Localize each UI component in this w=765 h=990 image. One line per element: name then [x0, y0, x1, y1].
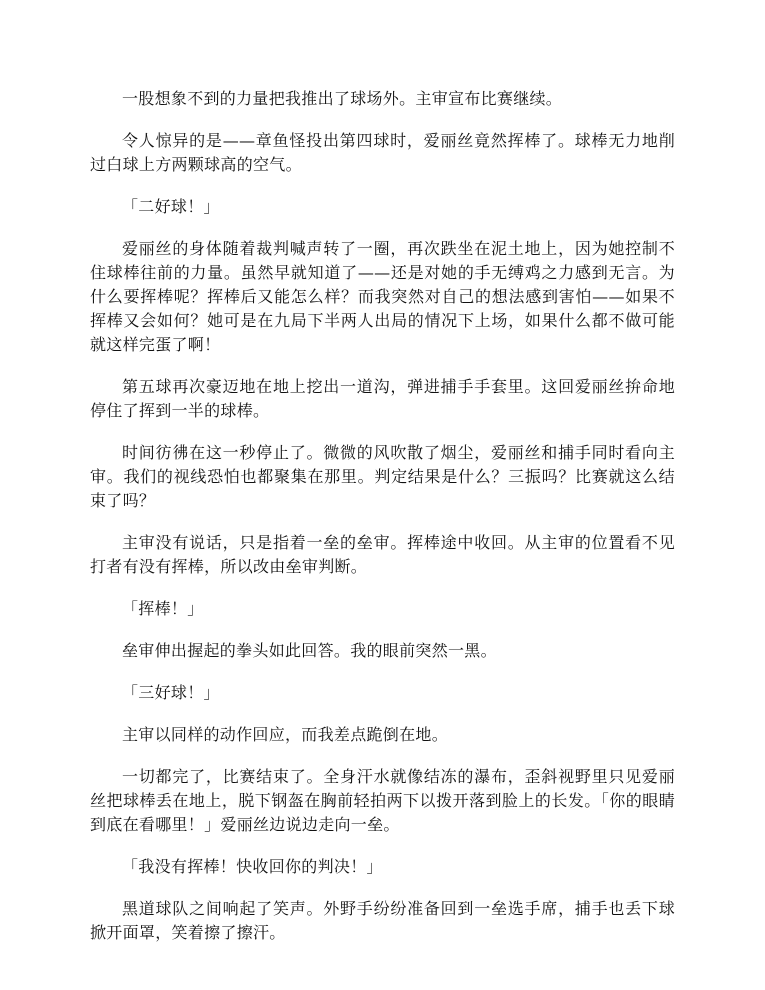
dialogue-line: 「三好球！」	[122, 683, 220, 702]
dialogue-line: 「二好球！」	[122, 197, 220, 216]
paragraph: 垒审伸出握起的拳头如此回答。我的眼前突然一黑。	[122, 641, 497, 660]
dialogue-line: 「我没有挥棒！快收回你的判决！」	[122, 857, 383, 876]
paragraph: 第五球再次豪迈地在地上挖出一道沟，弹进捕手手套里。这回爱丽丝拚命地停住了挥到一半的球棒。	[90, 377, 675, 420]
paragraph: 主审没有说话，只是指着一垒的垒审。挥棒途中收回。从主审的位置看不见打者有没有挥棒，所以改由垒审判断。	[90, 533, 675, 576]
paragraph: 爱丽丝的身体随着裁判喊声转了一圈，再次跌坐在泥土地上，因为她控制不住球棒往前的力量。虽然早就知道了——还是对她的手无缚鸡之力感到无言。为什么要挥棒呢？挥棒后又能怎么样？而我突然对自己的想法感到害怕——如果不挥棒又会如何？她可是在九局下半两人出局的情况下上场，如果什么都不做可能就这样完蛋了啊！	[90, 239, 675, 354]
dialogue-line: 「挥棒！」	[122, 599, 204, 618]
page-body	[90, 87, 675, 963]
paragraph: 一股想象不到的力量把我推出了球场外。主审宣布比赛继续。	[122, 89, 563, 108]
paragraph: 时间彷彿在这一秒停止了。微微的风吹散了烟尘，爱丽丝和捕手同时看向主审。我们的视线恐怕也都聚集在那里。判定结果是什么？三振吗？比赛就这么结束了吗？	[90, 443, 675, 510]
paragraph: 令人惊异的是——章鱼怪投出第四球时，爱丽丝竟然挥棒了。球棒无力地削过白球上方两颗球高的空气。	[90, 131, 675, 174]
paragraph: 主审以同样的动作回应，而我差点跪倒在地。	[122, 725, 449, 744]
paragraph: 一切都完了，比赛结束了。全身汗水就像结冻的瀑布，歪斜视野里只见爱丽丝把球棒丢在地上，脱下钢盔在胸前轻拍两下以拨开落到脸上的长发。「你的眼睛到底在看哪里！」爱丽丝边说边走向一垒。	[90, 767, 675, 834]
paragraph: 黑道球队之间响起了笑声。外野手纷纷准备回到一垒选手席，捕手也丢下球掀开面罩，笑着擦了擦汗。	[90, 899, 675, 942]
